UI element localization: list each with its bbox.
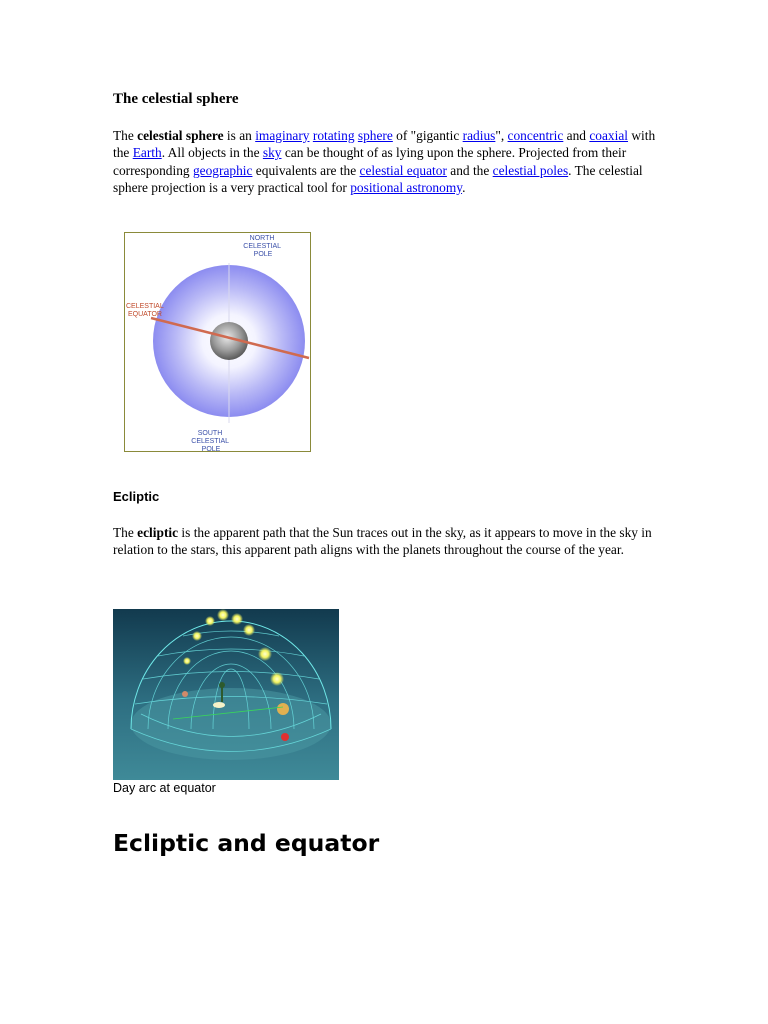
link-radius[interactable]: radius <box>462 128 496 143</box>
text: . All objects in the <box>161 145 263 161</box>
text: can be thought of as lying upon the sphere. Projected from their corresponding <box>113 145 627 178</box>
text: equivalents are the <box>252 162 360 178</box>
link-imaginary[interactable]: imaginary <box>255 128 310 143</box>
text: of "gigantic <box>392 128 463 143</box>
link-celestial-poles[interactable]: celestial poles <box>492 162 569 178</box>
text: . The celestial sphere projection is a very practical tool for <box>113 162 643 195</box>
link-geographic[interactable]: geographic <box>192 162 253 178</box>
bold-term: ecliptic <box>137 525 179 540</box>
section-heading-large: Ecliptic and equator <box>113 829 380 857</box>
ecliptic-heading: Ecliptic <box>113 489 160 504</box>
link-earth[interactable]: Earth <box>132 145 162 161</box>
bold-term: celestial sphere <box>137 128 224 143</box>
ground-plane <box>131 688 331 760</box>
link-sphere[interactable]: sphere <box>357 128 393 143</box>
text: and the <box>446 162 493 178</box>
intro-paragraph <box>113 127 658 196</box>
link-concentric[interactable]: concentric <box>507 128 564 143</box>
south-pole-label: SOUTH CELESTIAL POLE <box>191 430 229 451</box>
link-celestial-equator[interactable]: celestial equator <box>359 162 447 178</box>
text: ", <box>495 128 508 143</box>
link-rotating[interactable]: rotating <box>312 128 355 143</box>
celestial-equator-label: CELESTIAL EQUATOR <box>126 303 164 318</box>
text: . <box>462 179 466 195</box>
link-positional-astronomy[interactable]: positional astronomy <box>350 179 463 195</box>
link-coaxial[interactable]: coaxial <box>589 128 629 143</box>
text: The <box>113 525 138 540</box>
celestial-sphere-figure <box>124 232 311 452</box>
ecliptic-paragraph <box>113 524 658 559</box>
text: and <box>563 128 590 143</box>
figure-caption: Day arc at equator <box>113 781 216 795</box>
text: is the apparent path that the Sun traces out in the sky, as it appears to move in the sky in relation to the stars, this apparent path aligns with the planets throughout the course of the year. <box>113 525 652 558</box>
day-arc-figure <box>113 609 339 780</box>
north-pole-label: NORTH CELESTIAL POLE <box>243 235 281 258</box>
section-heading: The celestial sphere <box>113 91 239 107</box>
text: is an <box>223 128 256 143</box>
link-sky[interactable]: sky <box>262 145 282 161</box>
text: The <box>113 128 138 143</box>
text: with the <box>113 128 656 161</box>
